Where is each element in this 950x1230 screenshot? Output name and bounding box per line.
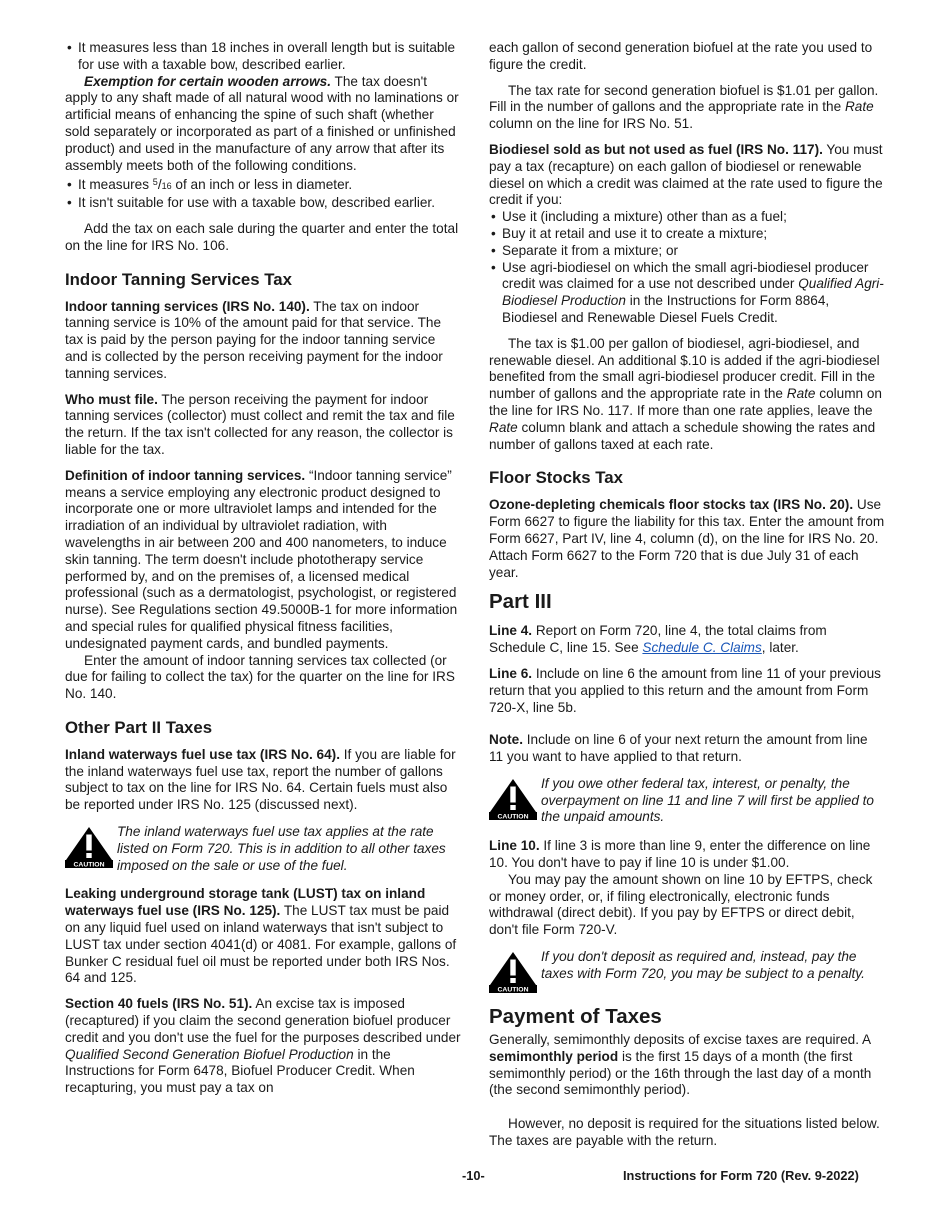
- inland-body: If you are liable for the inland waterways fuel use tax, report the number of gallons subject to tax on the line for IRS No. 64. Certain fuels must also be reported under IRS No. 125 (discussed next).: [65, 746, 456, 813]
- line10-paragraph: [489, 838, 885, 872]
- heading-payment: Payment of Taxes: [489, 1005, 662, 1029]
- s40-italic: Qualified Second Generation Biofuel Production: [65, 1046, 354, 1062]
- line4-end: , later.: [761, 640, 799, 656]
- tanning-title: Indoor tanning services (IRS No. 140).: [65, 298, 310, 314]
- note-body: Include on line 6 of your next return the amount from line 11 you want to have applied to that return.: [489, 732, 868, 765]
- bio-bullet-3: • Separate it from a mixture; or: [489, 243, 885, 260]
- caution-federal-text: If you owe other federal tax, interest, or penalty, the overpayment on line 11 and line 7 will first be applied to the unpaid amounts.: [541, 775, 874, 825]
- bullet-diameter-post: of an inch or less in diameter.: [175, 177, 353, 193]
- caution-label: CAUTION: [497, 986, 529, 994]
- who-body: The person receiving the payment for indoor tanning services (collector) must collect and remit the tax and file the return. If the tax isn't collected for any reason, the collector is liable for the tax.: [65, 391, 455, 457]
- lust-title: Leaking underground storage tank (LUST) tax on inland waterways fuel use (IRS No. 125).: [65, 886, 426, 919]
- tanning-body: The tax on indoor tanning service is 10% of the amount paid for that service. The tax is paid by the person paying for the indoor tanning service and is collected by the person receiving payment for the indoor tanning services.: [65, 298, 443, 381]
- biodiesel-paragraph: [489, 142, 885, 209]
- exemption-title: Exemption for certain wooden arrows.: [84, 73, 331, 89]
- who-must-file-paragraph: [65, 392, 461, 459]
- enter-tanning-paragraph: Enter the amount of indoor tanning services tax collected (or due for failing to collect the tax) for the quarter on the line for IRS No. 140.: [65, 652, 455, 702]
- section40-paragraph: [65, 996, 461, 1097]
- line4-paragraph: [489, 623, 885, 657]
- def-title: Definition of indoor tanning services.: [65, 467, 306, 483]
- inland-paragraph: [65, 747, 461, 814]
- tax1-3: column blank and attach a schedule showing the rates and number of gallons taxed at each rate.: [489, 419, 876, 452]
- heading-part-3: Part III: [489, 590, 552, 614]
- fraction-numerator: 5: [152, 177, 158, 188]
- note-title: Note.: [489, 732, 523, 748]
- caution-icon: [489, 951, 537, 993]
- tax1-italic-1: Rate: [786, 386, 816, 402]
- caution-icon: [65, 826, 113, 868]
- heading-floor-stocks: Floor Stocks Tax: [489, 468, 623, 488]
- payment-paragraph: [489, 1032, 885, 1099]
- schedule-c-link[interactable]: Schedule C. Claims: [642, 640, 762, 656]
- line10-title: Line 10.: [489, 838, 540, 854]
- exemption-body: The tax doesn't apply to any shaft made of all natural wood with no laminations or artificial means of enhancing the spine of such shaft (whether sold separately or incorporated as part of a finished or unfinished product) and used in the manufacture of any arrow that after its assembly meets both of the following conditions.: [65, 73, 459, 173]
- line10-body: If line 3 is more than line 9, enter the difference on line 10. You don't have to pay if line 10 is under $1.00.: [489, 838, 871, 871]
- ozone-title: Ozone-depleting chemicals floor stocks tax (IRS No. 20).: [489, 497, 854, 513]
- continued-paragraph: each gallon of second generation biofuel at the rate you used to figure the credit.: [489, 40, 873, 72]
- line6-paragraph: [489, 666, 885, 716]
- page-number: -10-: [462, 1168, 485, 1183]
- s40-body-1: An excise tax is imposed (recaptured) if you claim the second generation biofuel producer credit and you don't use the fuel for the purposes described under: [65, 996, 461, 1045]
- line4-title: Line 4.: [489, 623, 533, 639]
- bio-title: Biodiesel sold as but not used as fuel (IRS No. 117).: [489, 141, 823, 157]
- fraction: [153, 177, 172, 192]
- bullet-diameter-pre: It measures: [78, 177, 150, 193]
- note-paragraph: [489, 732, 885, 766]
- bio-b4-2: in the Instructions for Form 8864, Biodiesel and Renewable Diesel Fuels Credit.: [502, 293, 830, 325]
- add-tax-paragraph: Add the tax on each sale during the quarter and enter the total on the line for IRS No. 106.: [65, 220, 459, 253]
- s40-body-2: in the Instructions for Form 6478, Biofuel Producer Credit. When recapturing, you must pay a tax on: [65, 1046, 415, 1096]
- bio-bullet-4: [489, 260, 885, 327]
- caution-deposit-text: If you don't deposit as required and, instead, pay the taxes with Form 720, you may be subject to a penalty.: [541, 949, 865, 981]
- tanning-paragraph: [65, 299, 461, 383]
- inland-title: Inland waterways fuel use tax (IRS No. 64).: [65, 746, 340, 762]
- definition-paragraph: [65, 468, 461, 653]
- caution-label: CAUTION: [497, 813, 529, 820]
- bullet-unsuitable: • It isn't suitable for use with a taxable bow, described earlier.: [65, 195, 461, 212]
- bio-b4-1: Use agri-biodiesel on which the small agri-biodiesel producer credit was claimed for a use not described under: [502, 259, 869, 292]
- rate-paragraph: [489, 83, 885, 133]
- bullet-diameter: [65, 174, 461, 195]
- exemption-paragraph: [65, 74, 461, 175]
- pay-1: Generally, semimonthly deposits of excise taxes are required. A: [489, 1032, 871, 1048]
- footer-title: Instructions for Form 720 (Rev. 9-2022): [623, 1168, 859, 1183]
- def-body: “Indoor tanning service” means a service employing any electronic product designed to incorporate one or more ultraviolet lamps and intended for the irradiation of an individual by ultraviolet radiation, with wavelengths in air between 200 and 400 nanometers, to induce skin tanning. The term doesn't include phototherapy service performed by, and on the premises of, a licensed medical professional (such as a dermatologist, psychologist, or registered nurse). See Regulations section 49.5000B-1 for more information and special rules for qualified physical fitness facilities, undesignated payment cards, and bundled payments.: [65, 467, 458, 651]
- bio-b4-italic: Qualified Agri-Biodiesel Production: [502, 276, 884, 309]
- fraction-denominator: 16: [161, 181, 172, 192]
- caution-inland-text: The inland waterways fuel use tax applies at the rate listed on Form 720. This is in addition to all other taxes imposed on the sale or use of the fuel.: [117, 824, 446, 873]
- pay-2: is the first 15 days of a month (the first semimonthly period) or the 16th through the last day of a month (the second semimonthly period).: [489, 1048, 872, 1098]
- eftps-paragraph: You may pay the amount shown on line 10 by EFTPS, check or money order, or, if filing electronically, electronic funds withdrawal (direct debit). If you pay by EFTPS or direct debit, don't file Form 720-V.: [489, 871, 873, 938]
- tax-rate-paragraph: [489, 336, 885, 454]
- tax1-italic-2: Rate: [489, 419, 518, 435]
- tax1-1: The tax is $1.00 per gallon of biodiesel, agri-biodiesel, and renewable diesel. An additional $.10 is added if the agri-biodiesel benefited from the small agri-biodiesel producer credit. Fill in the number of gallons and the appropriate rate in the: [489, 335, 880, 402]
- caution-label: CAUTION: [73, 861, 105, 869]
- ozone-body: Use Form 6627 to figure the liability for this tax. Enter the amount from Form 6627, Part IV, line 4, column (d), on the line for IRS No. 20. Attach Form 6627 to the Form 720 that is due July 31 of each year.: [489, 497, 885, 580]
- lust-body: The LUST tax must be paid on any liquid fuel used on inland waterways that isn't subject to LUST tax under section 4041(d) or 4081. For example, gallons of Bunker C residual fuel oil must be reported under both IRS Nos. 64 and 125.: [65, 903, 457, 986]
- who-title: Who must file.: [65, 391, 158, 407]
- left-column: [65, 40, 461, 1106]
- bio-bullet-2: • Buy it at retail and use it to create a mixture;: [489, 226, 885, 243]
- line6-title: Line 6.: [489, 665, 533, 681]
- caution-inland: [65, 824, 461, 874]
- bio-body: You must pay a tax (recapture) on each gallon of biodiesel or renewable diesel on which a credit was claimed at the rate used to figure the credit if you:: [489, 141, 883, 208]
- heading-other-part2: Other Part II Taxes: [65, 717, 213, 737]
- pay-bold: semimonthly period: [489, 1048, 619, 1064]
- however-paragraph: However, no deposit is required for the situations listed below. The taxes are payable with the return.: [489, 1116, 880, 1149]
- caution-icon: [489, 778, 537, 820]
- rate-1: The tax rate for second generation biofuel is $1.01 per gallon. Fill in the number of gallons and the appropriate rate in the: [489, 82, 879, 115]
- lust-paragraph: [65, 886, 461, 987]
- bullet-bow: • It measures less than 18 inches in overall length but is suitable for use with a taxable bow, described earlier.: [65, 40, 461, 74]
- right-column: [489, 40, 885, 1159]
- line4-body: Report on Form 720, line 4, the total claims from Schedule C, line 15. See: [489, 623, 827, 656]
- ozone-paragraph: [489, 497, 885, 581]
- fraction-slash: /: [157, 177, 162, 193]
- heading-indoor-tanning: Indoor Tanning Services Tax: [65, 269, 292, 289]
- bio-bullet-1: • Use it (including a mixture) other than as a fuel;: [489, 209, 885, 226]
- caution-deposit: [489, 949, 885, 993]
- line6-body: Include on line 6 the amount from line 11 of your previous return that you applied to this return and the amount from Form 720-X, line 5b.: [489, 665, 881, 715]
- caution-federal: [489, 776, 885, 826]
- rate-2: column on the line for IRS No. 51.: [489, 116, 694, 132]
- rate-italic: Rate: [844, 99, 874, 115]
- s40-title: Section 40 fuels (IRS No. 51).: [65, 996, 253, 1012]
- tax1-2: column on the line for IRS No. 117. If more than one rate applies, leave the: [489, 386, 882, 418]
